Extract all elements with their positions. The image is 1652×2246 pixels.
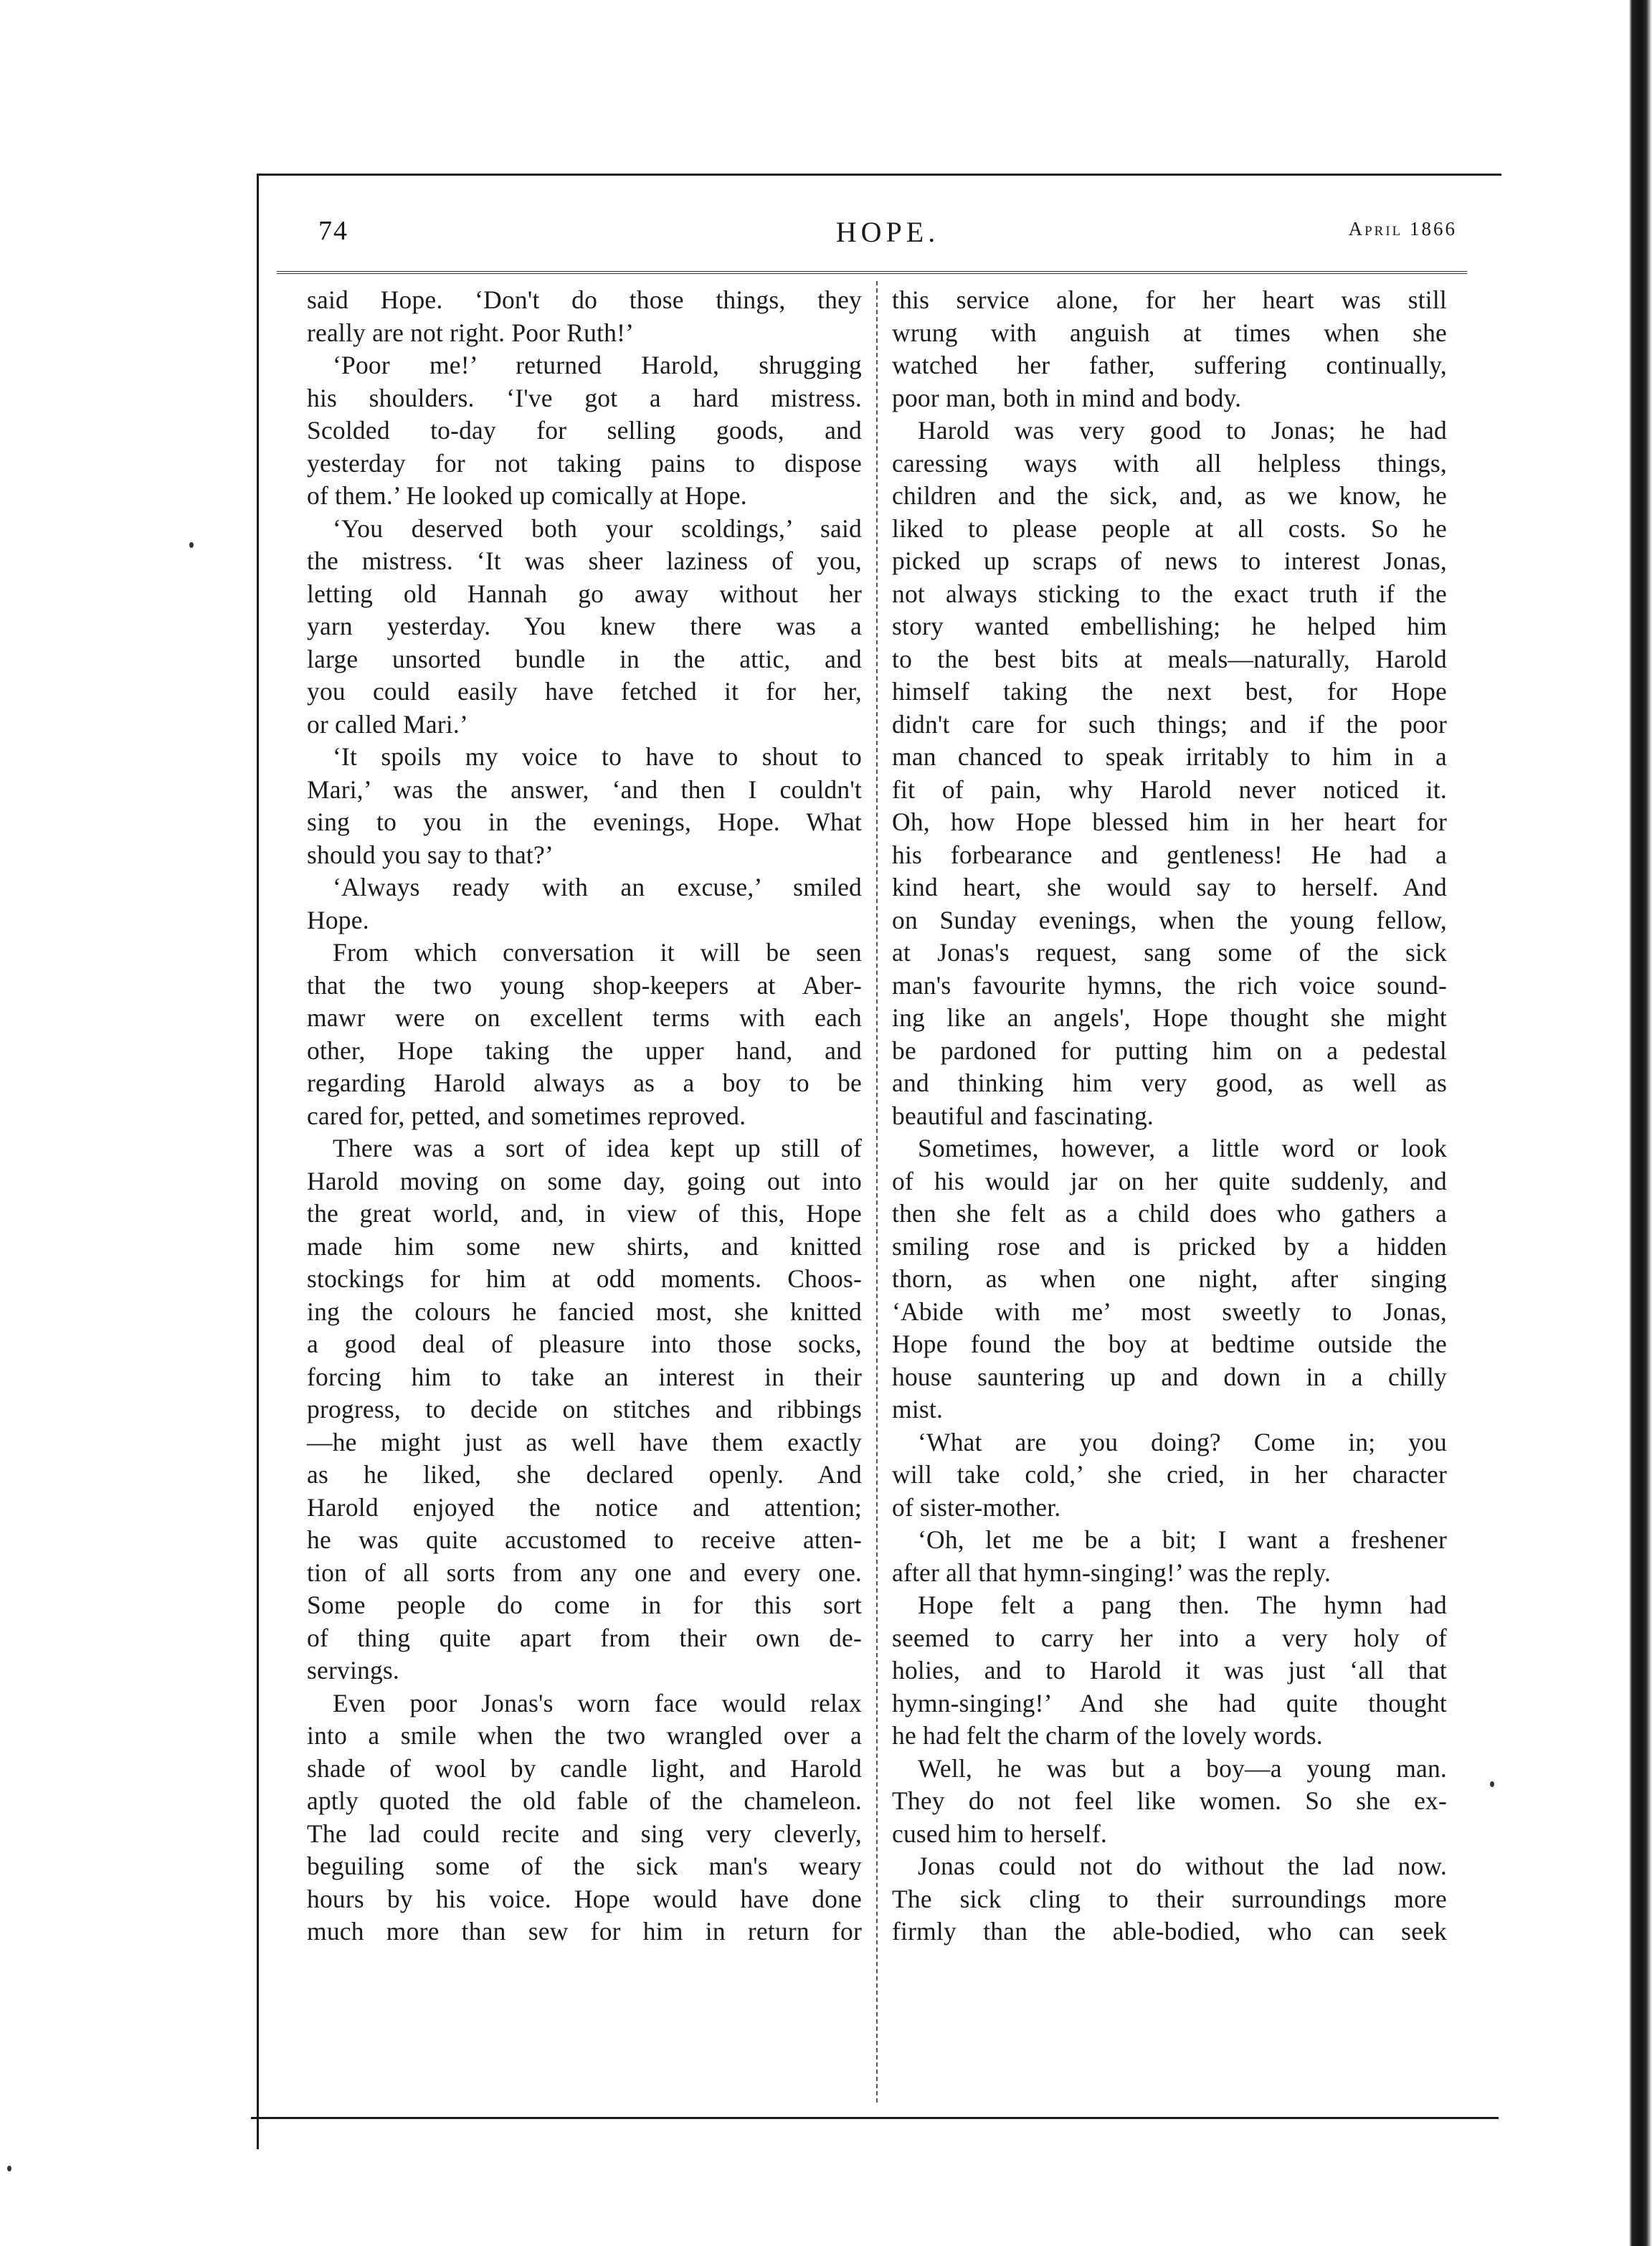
text-line: his forbearance and gentleness! He had a <box>892 840 1447 869</box>
text-line: letting old Hannah go away without her <box>307 579 862 608</box>
text-line: large unsorted bundle in the attic, and <box>307 644 862 673</box>
text-line: a good deal of pleasure into those socks, <box>307 1330 862 1358</box>
text-line: watched her father, suffering continually, <box>892 351 1447 379</box>
text-line: shade of wool by candle light, and Harold <box>307 1753 862 1783</box>
stray-ink-mark <box>189 542 194 548</box>
text-line: and thinking him very good, as well as <box>892 1068 1447 1097</box>
text-line: the mistress. ‘It was sheer laziness of you, <box>307 546 862 575</box>
text-line: servings. <box>307 1656 399 1684</box>
text-line: sing to you in the evenings, Hope. What <box>307 807 862 836</box>
text-line: ‘You deserved both your scoldings,’ said <box>333 513 862 543</box>
text-line: mist. <box>892 1395 944 1423</box>
text-line: of his would jar on her quite suddenly, and <box>892 1166 1447 1195</box>
text-line: yesterday for not taking pains to dispose <box>307 448 862 478</box>
text-line: poor man, both in mind and body. <box>892 383 1242 412</box>
text-line: cused him to herself. <box>892 1819 1107 1848</box>
text-line: The lad could recite and sing very cleverly, <box>307 1819 862 1848</box>
text-line: —he might just as well have them exactly <box>307 1427 862 1456</box>
stray-ink-mark <box>7 2166 11 2171</box>
text-line: They do not feel like women. So she ex- <box>892 1786 1447 1815</box>
text-line: really are not right. Poor Ruth!’ <box>307 318 635 347</box>
text-line: Well, he was but a boy—a young man. <box>918 1753 1447 1783</box>
text-line: this service alone, for her heart was still <box>892 285 1447 314</box>
text-line: ‘Always ready with an excuse,’ smiled <box>333 873 862 901</box>
text-line: into a smile when the two wrangled over a <box>307 1721 862 1750</box>
text-line: ing the colours he fancied most, she knitted <box>307 1297 862 1326</box>
text-line: Hope. <box>307 905 369 934</box>
text-line: progress, to decide on stitches and ribbings <box>307 1395 862 1423</box>
text-line: tion of all sorts from any one and every one. <box>307 1558 862 1587</box>
text-line: on Sunday evenings, when the young fellow, <box>892 905 1447 934</box>
text-line: ing like an angels', Hope thought she might <box>892 1003 1447 1032</box>
text-line: Some people do come in for this sort <box>307 1591 862 1619</box>
text-line: aptly quoted the old fable of the chameleon. <box>307 1786 862 1815</box>
text-line: children and the sick, and, as we know, he <box>892 481 1447 510</box>
text-line: to the best bits at meals—naturally, Harold <box>892 644 1447 673</box>
text-line: not always sticking to the exact truth if the <box>892 579 1447 608</box>
text-line: ‘It spoils my voice to have to shout to <box>333 742 862 771</box>
text-line: Mari,’ was the answer, ‘and then I couldn't <box>307 774 862 804</box>
issue-date: April 1866 <box>1348 218 1457 240</box>
text-line: much more than sew for him in return for <box>307 1917 862 1946</box>
text-line: man chanced to speak irritably to him in a <box>892 742 1447 771</box>
text-line: will take cold,’ she cried, in her character <box>892 1460 1447 1489</box>
text-line: the great world, and, in view of this, Hope <box>307 1199 862 1228</box>
page-header <box>318 215 1457 258</box>
text-line: There was a sort of idea kept up still of <box>333 1134 862 1162</box>
text-line: picked up scraps of news to interest Jonas, <box>892 546 1447 575</box>
text-line: didn't care for such things; and if the poor <box>892 709 1447 739</box>
scan-binding-edge <box>1619 0 1652 2246</box>
text-line: at Jonas's request, sang some of the sick <box>892 938 1447 967</box>
text-line: after all that hymn-singing!’ was the reply. <box>892 1558 1331 1587</box>
text-line: smiling rose and is pricked by a hidden <box>892 1231 1447 1261</box>
text-line: ‘Abide with me’ most sweetly to Jonas, <box>892 1297 1447 1326</box>
text-line: his shoulders. ‘I've got a hard mistress. <box>307 383 862 412</box>
header-rule <box>277 271 1467 274</box>
text-line: Hope felt a pang then. The hymn had <box>918 1591 1447 1619</box>
text-line: that the two young shop-keepers at Aber- <box>307 970 862 1000</box>
running-title: HOPE. <box>835 216 940 248</box>
column-divider <box>876 281 878 2103</box>
text-line: cared for, petted, and sometimes reproved. <box>307 1101 746 1130</box>
text-line: stockings for him at odd moments. Choos- <box>307 1264 862 1293</box>
text-line: Oh, how Hope blessed him in her heart for <box>892 807 1447 836</box>
text-line: caressing ways with all helpless things, <box>892 448 1447 478</box>
text-line: beguiling some of the sick man's weary <box>307 1852 862 1880</box>
text-line: of them.’ He looked up comically at Hope. <box>307 481 747 510</box>
text-line: seemed to carry her into a very holy of <box>892 1623 1447 1652</box>
text-line: of sister-mother. <box>892 1492 1061 1522</box>
text-line: mawr were on excellent terms with each <box>307 1003 862 1032</box>
text-line: Harold enjoyed the notice and attention; <box>307 1492 862 1522</box>
text-line: kind heart, she would say to herself. And <box>892 873 1447 901</box>
text-line: ‘Poor me!’ returned Harold, shrugging <box>333 351 862 379</box>
text-line: Sometimes, however, a little word or look <box>918 1134 1447 1162</box>
text-line: hours by his voice. Hope would have done <box>307 1884 862 1913</box>
left-text-column <box>307 284 862 1948</box>
right-text-column <box>892 284 1447 1948</box>
text-line: then she felt as a child does who gathers a <box>892 1199 1447 1228</box>
text-line: Even poor Jonas's worn face would relax <box>333 1688 862 1717</box>
text-line: he had felt the charm of the lovely words. <box>892 1721 1323 1750</box>
text-line: Hope found the boy at bedtime outside the <box>892 1330 1447 1358</box>
text-line: regarding Harold always as a boy to be <box>307 1068 862 1097</box>
text-line: other, Hope taking the upper hand, and <box>307 1036 862 1065</box>
text-line: From which conversation it will be seen <box>333 938 862 967</box>
stray-ink-mark <box>1490 1781 1494 1787</box>
text-line: you could easily have fetched it for her, <box>307 677 862 706</box>
text-line: Harold was very good to Jonas; he had <box>918 416 1447 445</box>
text-line: himself taking the next best, for Hope <box>892 677 1447 706</box>
text-line: house sauntering up and down in a chilly <box>892 1362 1447 1391</box>
text-line: ‘What are you doing? Come in; you <box>918 1427 1447 1456</box>
text-line: as he liked, she declared openly. And <box>307 1460 862 1489</box>
text-line: made him some new shirts, and knitted <box>307 1231 862 1261</box>
text-line: ‘Oh, let me be a bit; I want a freshener <box>918 1525 1447 1554</box>
text-line: beautiful and fascinating. <box>892 1101 1154 1130</box>
text-line: fit of pain, why Harold never noticed it. <box>892 774 1447 804</box>
text-line: said Hope. ‘Don't do those things, they <box>307 285 862 314</box>
text-line: wrung with anguish at times when she <box>892 318 1447 347</box>
text-line: forcing him to take an interest in their <box>307 1362 862 1391</box>
text-line: man's favourite hymns, the rich voice sound- <box>892 970 1447 1000</box>
text-line: be pardoned for putting him on a pedestal <box>892 1036 1447 1065</box>
page-number: 74 <box>318 216 348 246</box>
text-line: story wanted embellishing; he helped him <box>892 612 1447 640</box>
text-line: liked to please people at all costs. So he <box>892 513 1447 543</box>
text-line: or called Mari.’ <box>307 709 468 739</box>
text-line: thorn, as when one night, after singing <box>892 1264 1447 1293</box>
text-line: of thing quite apart from their own de- <box>307 1623 862 1652</box>
text-line: he was quite accustomed to receive atten- <box>307 1525 862 1554</box>
text-line: Jonas could not do without the lad now. <box>918 1852 1447 1880</box>
text-line: hymn-singing!’ And she had quite thought <box>892 1688 1447 1717</box>
text-line: holies, and to Harold it was just ‘all that <box>892 1656 1447 1684</box>
text-line: should you say to that?’ <box>307 840 554 869</box>
text-line: firmly than the able-bodied, who can seek <box>892 1917 1447 1946</box>
text-line: The sick cling to their surroundings more <box>892 1884 1447 1913</box>
bottom-rule <box>251 2117 1499 2119</box>
text-line: Harold moving on some day, going out into <box>307 1166 862 1195</box>
text-line: yarn yesterday. You knew there was a <box>307 612 862 640</box>
text-line: Scolded to-day for selling goods, and <box>307 416 862 445</box>
